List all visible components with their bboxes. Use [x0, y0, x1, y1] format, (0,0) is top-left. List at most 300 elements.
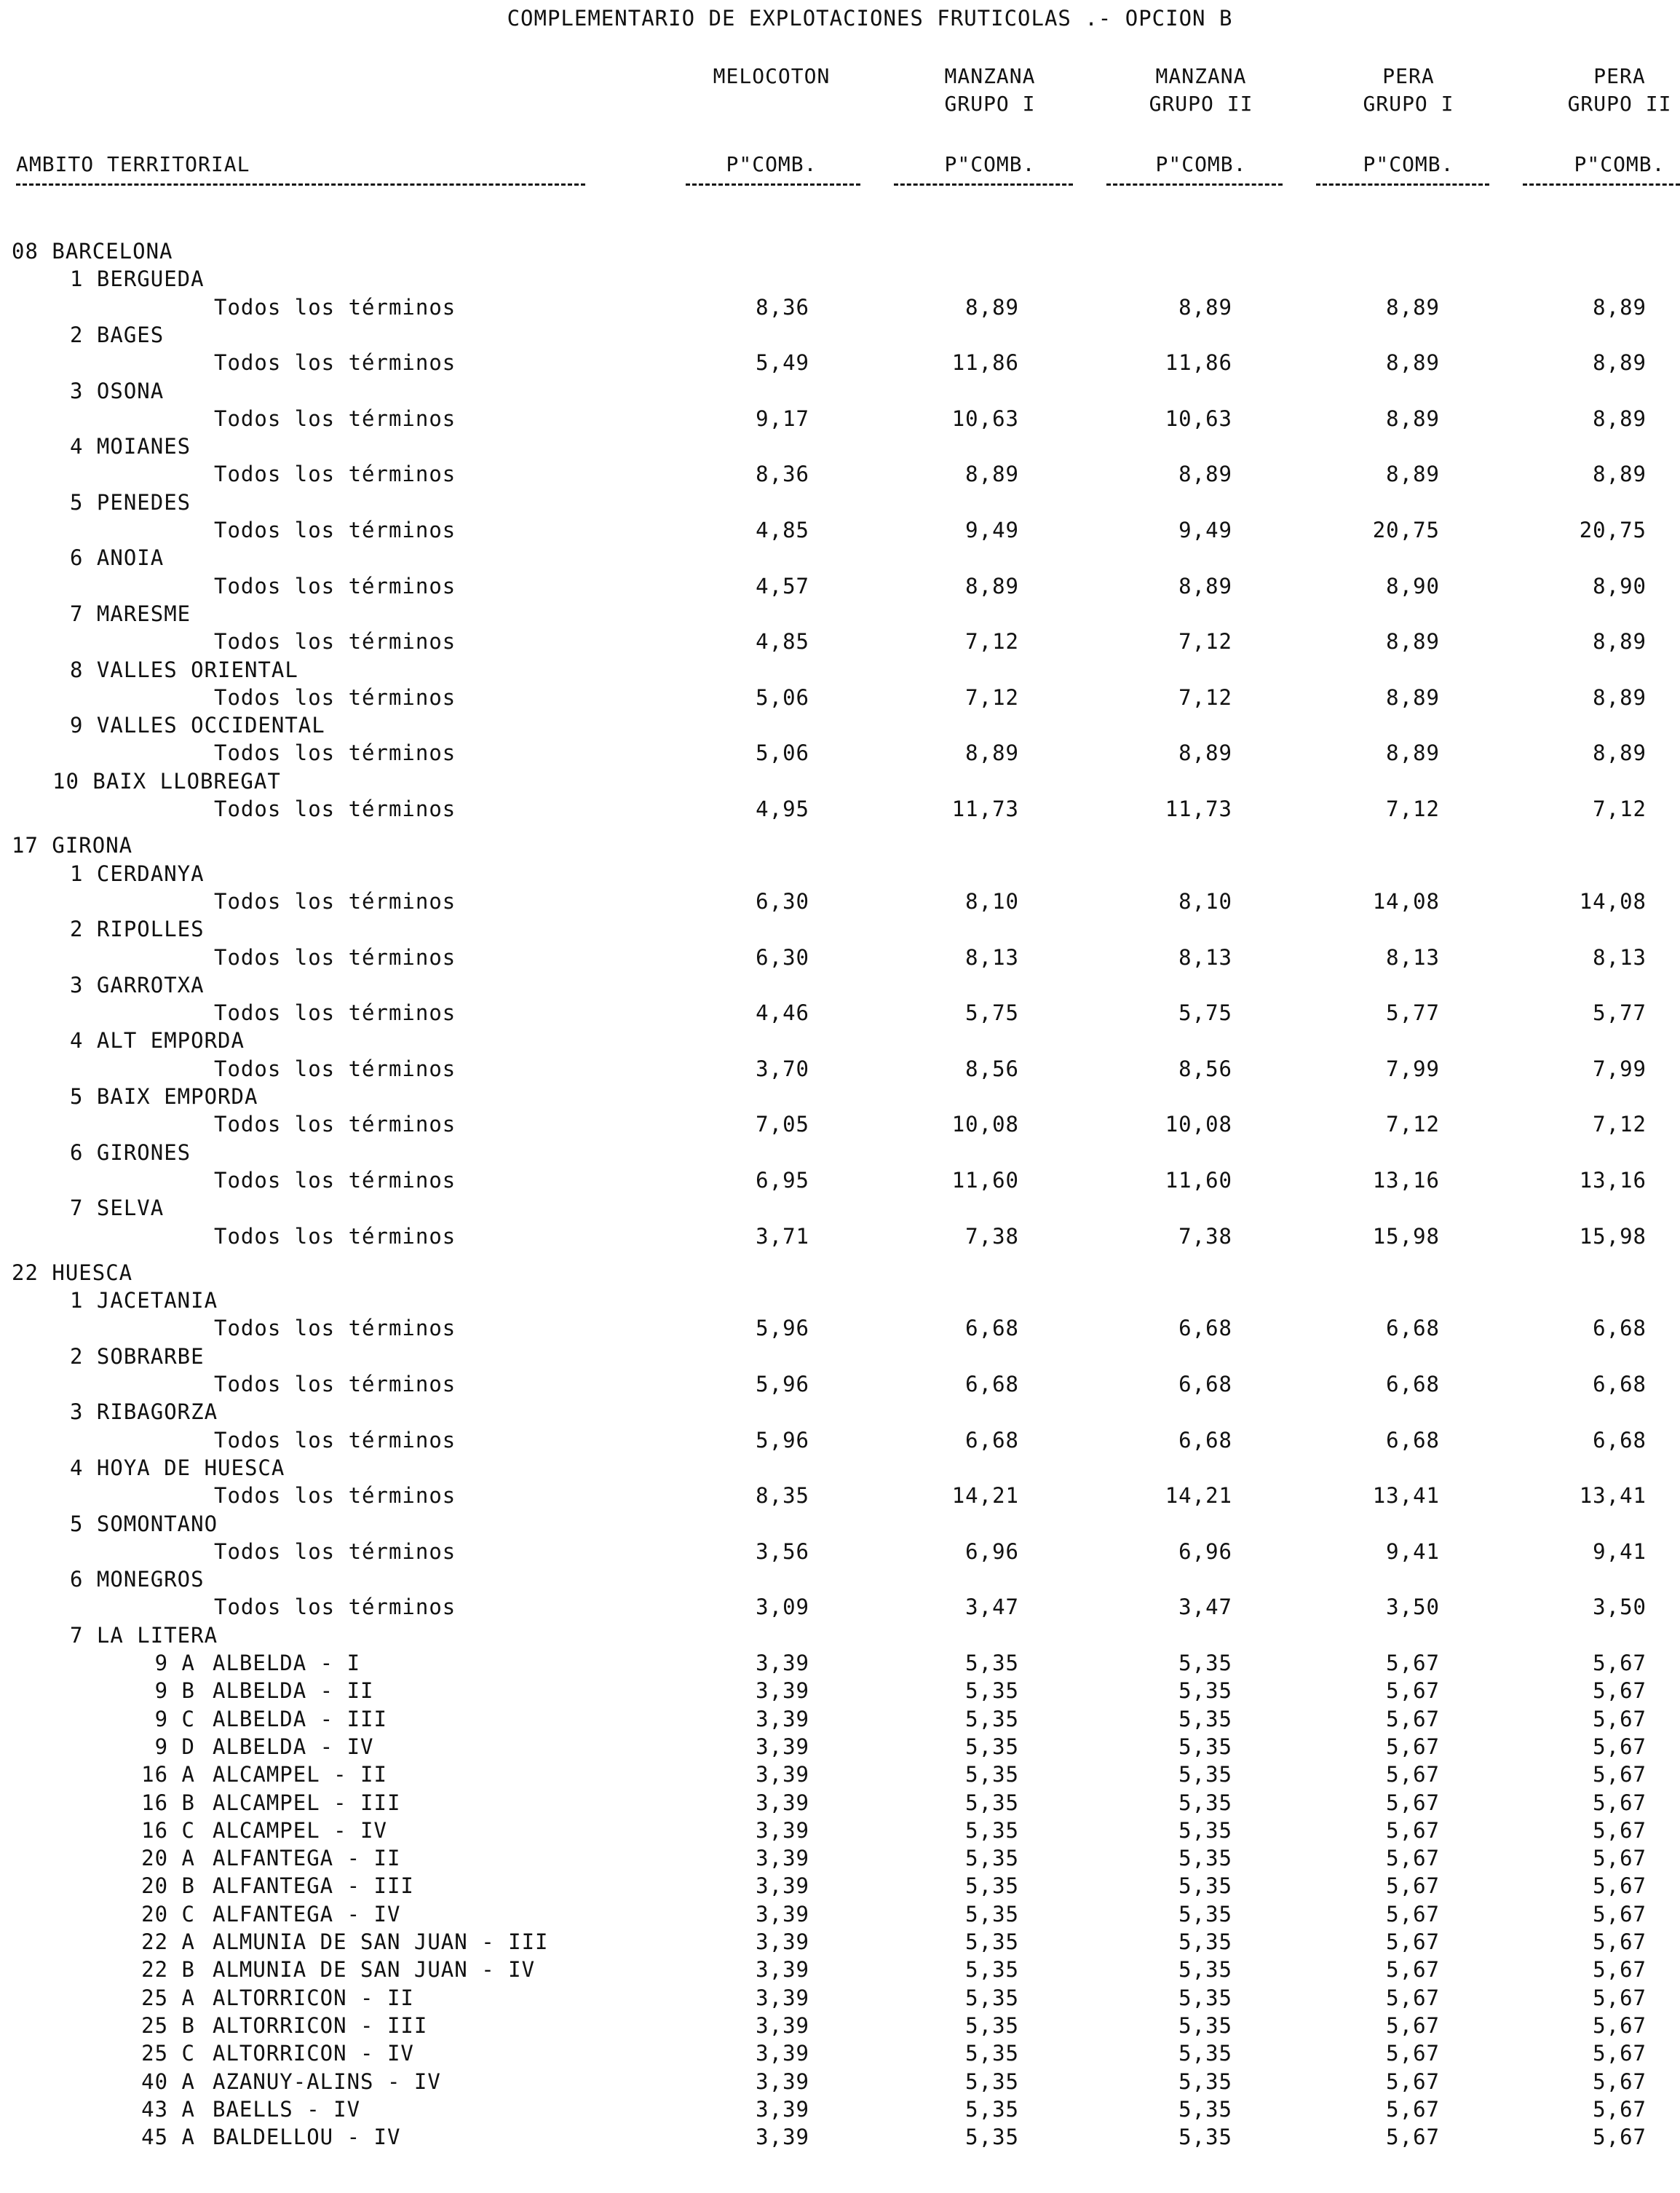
- value-cell: 6,68: [1178, 1316, 1232, 1341]
- comarca-label: 5 SOMONTANO: [70, 1511, 218, 1536]
- value-cell: 9,49: [965, 518, 1019, 542]
- municipality-label: ALBELDA - I: [213, 1651, 361, 1675]
- value-cell: 14,21: [1165, 1483, 1232, 1509]
- term-label: Todos los términos: [214, 629, 456, 655]
- term-label: Todos los términos: [214, 1223, 456, 1249]
- value-cell: 5,67: [1386, 1957, 1440, 1983]
- value-cell: 5,35: [965, 1929, 1019, 1954]
- value-cell: 10,08: [1165, 1112, 1232, 1137]
- value-cell: 3,70: [756, 1056, 809, 1081]
- province-label: 08 BARCELONA: [12, 239, 173, 264]
- value-cell: 5,67: [1593, 1651, 1647, 1675]
- value-cell: 8,89: [1386, 406, 1440, 431]
- municipality-code: 25 C: [141, 2041, 195, 2066]
- municipality-code: 45 A: [141, 2125, 195, 2150]
- value-cell: 8,89: [1178, 740, 1232, 766]
- value-cell: 5,67: [1593, 1678, 1647, 1704]
- value-cell: 8,89: [1178, 573, 1232, 598]
- value-cell: 5,67: [1593, 1706, 1647, 1731]
- municipality-label: ALMUNIA DE SAN JUAN - IV: [213, 1957, 536, 1983]
- value-cell: 5,35: [1178, 2012, 1232, 2038]
- value-cell: 3,39: [756, 1817, 809, 1843]
- term-label: Todos los términos: [214, 740, 456, 766]
- value-cell: 8,36: [756, 462, 809, 487]
- value-cell: 8,89: [1593, 684, 1647, 710]
- comarca-label: 2 RIPOLLES: [70, 917, 205, 942]
- municipality-code: 22 A: [141, 1929, 195, 1954]
- term-label: Todos los términos: [214, 944, 456, 970]
- value-cell: 8,90: [1593, 573, 1647, 598]
- value-cell: 8,89: [1386, 350, 1440, 376]
- value-cell: 5,67: [1593, 1985, 1647, 2010]
- municipality-label: ALBELDA - III: [213, 1706, 387, 1731]
- value-cell: 5,35: [965, 1901, 1019, 1927]
- value-cell: 5,96: [756, 1316, 809, 1341]
- municipality-label: ALFANTEGA - III: [213, 1873, 414, 1899]
- comarca-label: 7 MARESME: [70, 601, 191, 626]
- value-cell: 6,68: [1178, 1372, 1232, 1396]
- value-cell: 3,56: [756, 1538, 809, 1564]
- value-cell: 5,67: [1593, 1901, 1647, 1927]
- value-cell: 6,68: [1593, 1316, 1647, 1341]
- value-cell: 8,89: [965, 740, 1019, 766]
- municipality-label: ALBELDA - II: [213, 1678, 374, 1704]
- value-cell: 7,99: [1593, 1056, 1647, 1081]
- value-cell: 15,98: [1372, 1223, 1440, 1249]
- value-cell: 13,41: [1579, 1483, 1647, 1509]
- value-cell: 8,13: [1593, 944, 1647, 970]
- value-cell: 10,08: [951, 1112, 1019, 1137]
- value-cell: 6,68: [965, 1427, 1019, 1453]
- value-cell: 5,49: [756, 350, 809, 376]
- municipality-label: ALCAMPEL - II: [213, 1762, 387, 1787]
- value-cell: 5,06: [756, 684, 809, 710]
- value-cell: 3,39: [756, 1957, 809, 1983]
- value-cell: 6,95: [756, 1167, 809, 1193]
- municipality-code: 9 B: [154, 1678, 195, 1704]
- column-header-sub: P"COMB.: [1155, 152, 1247, 176]
- value-cell: 3,71: [756, 1223, 809, 1249]
- comarca-label: 4 HOYA DE HUESCA: [70, 1455, 285, 1480]
- value-cell: 5,35: [1178, 2125, 1232, 2150]
- comarca-label: 6 GIRONES: [70, 1139, 191, 1165]
- value-cell: 5,67: [1593, 1957, 1647, 1983]
- value-cell: 6,68: [1386, 1372, 1440, 1396]
- value-cell: 8,13: [1178, 944, 1232, 970]
- value-cell: 8,89: [965, 573, 1019, 598]
- value-cell: 8,89: [1386, 294, 1440, 320]
- value-cell: 3,47: [965, 1595, 1019, 1620]
- value-cell: 13,16: [1579, 1167, 1647, 1193]
- value-cell: 5,35: [965, 1706, 1019, 1731]
- municipality-label: ALCAMPEL - III: [213, 1790, 401, 1815]
- page-title: COMPLEMENTARIO DE EXPLOTACIONES FRUTICOLAS .- OPCION B: [507, 6, 1233, 31]
- term-label: Todos los términos: [214, 684, 456, 710]
- value-cell: 8,13: [1386, 944, 1440, 970]
- value-cell: 5,35: [965, 2012, 1019, 2038]
- value-cell: 5,35: [965, 1846, 1019, 1871]
- value-cell: 6,30: [756, 888, 809, 914]
- municipality-code: 22 B: [141, 1957, 195, 1983]
- column-underline: [686, 183, 860, 186]
- value-cell: 5,67: [1386, 1817, 1440, 1843]
- value-cell: 3,39: [756, 2125, 809, 2150]
- value-cell: 5,35: [965, 2125, 1019, 2150]
- comarca-label: 3 OSONA: [70, 378, 165, 403]
- value-cell: 5,67: [1386, 2012, 1440, 2038]
- ambito-underline: [16, 183, 585, 186]
- municipality-code: 43 A: [141, 2096, 195, 2122]
- value-cell: 5,67: [1593, 1734, 1647, 1759]
- value-cell: 5,35: [965, 1873, 1019, 1899]
- municipality-label: ALFANTEGA - II: [213, 1846, 401, 1871]
- column-header-line1: MELOCOTON: [713, 64, 831, 88]
- value-cell: 5,67: [1593, 2012, 1647, 2038]
- value-cell: 5,67: [1386, 1678, 1440, 1704]
- term-label: Todos los términos: [214, 518, 456, 542]
- value-cell: 5,35: [965, 2068, 1019, 2094]
- value-cell: 8,56: [1178, 1056, 1232, 1081]
- value-cell: 8,89: [965, 462, 1019, 487]
- value-cell: 5,67: [1386, 2096, 1440, 2122]
- value-cell: 3,39: [756, 1762, 809, 1787]
- value-cell: 5,67: [1386, 1901, 1440, 1927]
- value-cell: 14,08: [1372, 888, 1440, 914]
- value-cell: 4,85: [756, 518, 809, 542]
- value-cell: 7,12: [1386, 797, 1440, 821]
- comarca-label: 1 CERDANYA: [70, 861, 205, 886]
- value-cell: 3,39: [756, 2068, 809, 2094]
- municipality-label: BALDELLOU - IV: [213, 2125, 401, 2150]
- value-cell: 3,39: [756, 1734, 809, 1759]
- value-cell: 5,67: [1386, 1762, 1440, 1787]
- value-cell: 6,68: [965, 1372, 1019, 1396]
- value-cell: 5,35: [1178, 2096, 1232, 2122]
- value-cell: 5,67: [1386, 1651, 1440, 1675]
- municipality-label: ALBELDA - IV: [213, 1734, 374, 1759]
- value-cell: 11,73: [951, 797, 1019, 821]
- value-cell: 8,89: [1593, 406, 1647, 431]
- value-cell: 5,35: [1178, 1901, 1232, 1927]
- column-header-sub: P"COMB.: [726, 152, 817, 176]
- province-label: 22 HUESCA: [12, 1260, 133, 1285]
- municipality-label: AZANUY-ALINS - IV: [213, 2068, 441, 2094]
- value-cell: 6,96: [965, 1538, 1019, 1564]
- municipality-code: 16 B: [141, 1790, 195, 1815]
- value-cell: 8,89: [1593, 294, 1647, 320]
- value-cell: 5,35: [965, 2041, 1019, 2066]
- value-cell: 5,67: [1386, 2041, 1440, 2066]
- value-cell: 15,98: [1579, 1223, 1647, 1249]
- municipality-code: 16 A: [141, 1762, 195, 1787]
- value-cell: 3,39: [756, 2041, 809, 2066]
- municipality-label: ALTORRICON - III: [213, 2012, 428, 2038]
- value-cell: 8,36: [756, 294, 809, 320]
- term-label: Todos los términos: [214, 1538, 456, 1564]
- value-cell: 13,41: [1372, 1483, 1440, 1509]
- value-cell: 3,39: [756, 1901, 809, 1927]
- value-cell: 6,68: [1593, 1427, 1647, 1453]
- value-cell: 5,35: [1178, 1929, 1232, 1954]
- value-cell: 8,89: [1386, 629, 1440, 655]
- value-cell: 20,75: [1372, 518, 1440, 542]
- value-cell: 5,96: [756, 1427, 809, 1453]
- column-underline: [1106, 183, 1283, 186]
- municipality-code: 40 A: [141, 2068, 195, 2094]
- value-cell: 3,50: [1386, 1595, 1440, 1620]
- value-cell: 5,77: [1593, 1000, 1647, 1026]
- value-cell: 5,35: [1178, 1762, 1232, 1787]
- value-cell: 8,89: [1593, 740, 1647, 766]
- value-cell: 3,39: [756, 2096, 809, 2122]
- value-cell: 8,89: [965, 294, 1019, 320]
- value-cell: 7,12: [965, 684, 1019, 710]
- value-cell: 3,39: [756, 1873, 809, 1899]
- value-cell: 8,89: [1178, 294, 1232, 320]
- value-cell: 7,12: [1178, 684, 1232, 710]
- column-header-line2: GRUPO II: [1149, 92, 1253, 116]
- comarca-label: 4 MOIANES: [70, 434, 191, 459]
- municipality-code: 20 A: [141, 1846, 195, 1871]
- term-label: Todos los términos: [214, 1316, 456, 1341]
- comarca-label: 8 VALLES ORIENTAL: [70, 657, 298, 682]
- value-cell: 8,10: [1178, 888, 1232, 914]
- value-cell: 5,67: [1593, 2125, 1647, 2150]
- comarca-label: 1 JACETANIA: [70, 1288, 218, 1313]
- term-label: Todos los términos: [214, 1112, 456, 1137]
- value-cell: 5,67: [1386, 2125, 1440, 2150]
- value-cell: 5,06: [756, 740, 809, 766]
- value-cell: 3,39: [756, 2012, 809, 2038]
- municipality-code: 9 C: [154, 1706, 195, 1731]
- comarca-label: 1 BERGUEDA: [70, 266, 205, 292]
- value-cell: 5,35: [1178, 1651, 1232, 1675]
- comarca-label: 5 BAIX EMPORDA: [70, 1084, 258, 1109]
- value-cell: 5,67: [1386, 1929, 1440, 1954]
- comarca-label: 7 LA LITERA: [70, 1622, 218, 1648]
- value-cell: 14,08: [1579, 888, 1647, 914]
- term-label: Todos los términos: [214, 1372, 456, 1396]
- value-cell: 5,67: [1386, 2068, 1440, 2094]
- value-cell: 5,67: [1593, 1762, 1647, 1787]
- value-cell: 5,35: [965, 1985, 1019, 2010]
- value-cell: 4,57: [756, 573, 809, 598]
- value-cell: 11,73: [1165, 797, 1232, 821]
- municipality-code: 25 B: [141, 2012, 195, 2038]
- value-cell: 8,10: [965, 888, 1019, 914]
- value-cell: 14,21: [951, 1483, 1019, 1509]
- value-cell: 5,67: [1386, 1985, 1440, 2010]
- municipality-label: ALCAMPEL - IV: [213, 1817, 387, 1843]
- value-cell: 3,09: [756, 1595, 809, 1620]
- value-cell: 6,68: [1593, 1372, 1647, 1396]
- value-cell: 3,39: [756, 1790, 809, 1815]
- value-cell: 5,67: [1593, 2096, 1647, 2122]
- column-header-sub: P"COMB.: [1363, 152, 1454, 176]
- column-header-sub: P"COMB.: [944, 152, 1036, 176]
- value-cell: 6,96: [1178, 1538, 1232, 1564]
- value-cell: 6,30: [756, 944, 809, 970]
- value-cell: 5,35: [965, 1762, 1019, 1787]
- value-cell: 3,39: [756, 1678, 809, 1704]
- value-cell: 9,49: [1178, 518, 1232, 542]
- value-cell: 10,63: [1165, 406, 1232, 431]
- value-cell: 5,35: [1178, 1873, 1232, 1899]
- municipality-code: 25 A: [141, 1985, 195, 2010]
- value-cell: 8,89: [1593, 350, 1647, 376]
- value-cell: 20,75: [1579, 518, 1647, 542]
- column-underline: [1523, 183, 1680, 186]
- comarca-label: 4 ALT EMPORDA: [70, 1028, 245, 1054]
- value-cell: 5,67: [1593, 2041, 1647, 2066]
- value-cell: 5,35: [965, 1734, 1019, 1759]
- value-cell: 7,12: [1178, 629, 1232, 655]
- term-label: Todos los términos: [214, 1483, 456, 1509]
- value-cell: 5,35: [965, 1651, 1019, 1675]
- value-cell: 5,35: [1178, 2041, 1232, 2066]
- column-underline: [894, 183, 1073, 186]
- value-cell: 5,67: [1386, 1790, 1440, 1815]
- value-cell: 5,67: [1386, 1706, 1440, 1731]
- term-label: Todos los términos: [214, 350, 456, 376]
- value-cell: 3,39: [756, 1985, 809, 2010]
- comarca-label: 2 BAGES: [70, 322, 165, 347]
- value-cell: 7,12: [1386, 1112, 1440, 1137]
- municipality-label: ALFANTEGA - IV: [213, 1901, 401, 1927]
- value-cell: 5,67: [1386, 1873, 1440, 1899]
- value-cell: 7,38: [1178, 1223, 1232, 1249]
- value-cell: 11,60: [951, 1167, 1019, 1193]
- column-header-line1: MANZANA: [1155, 64, 1247, 88]
- term-label: Todos los términos: [214, 294, 456, 320]
- column-header-line1: PERA: [1382, 64, 1435, 88]
- municipality-code: 20 C: [141, 1901, 195, 1927]
- comarca-label: 7 SELVA: [70, 1196, 165, 1221]
- value-cell: 5,67: [1593, 1846, 1647, 1871]
- term-label: Todos los términos: [214, 462, 456, 487]
- comarca-label: 2 SOBRARBE: [70, 1343, 205, 1369]
- value-cell: 5,35: [965, 2096, 1019, 2122]
- municipality-label: ALMUNIA DE SAN JUAN - III: [213, 1929, 549, 1954]
- value-cell: 5,67: [1593, 1873, 1647, 1899]
- municipality-code: 9 D: [154, 1734, 195, 1759]
- value-cell: 5,67: [1386, 1734, 1440, 1759]
- comarca-label: 6 ANOIA: [70, 545, 165, 571]
- value-cell: 5,35: [1178, 1706, 1232, 1731]
- value-cell: 6,68: [1386, 1427, 1440, 1453]
- value-cell: 6,68: [1178, 1427, 1232, 1453]
- value-cell: 5,67: [1593, 1790, 1647, 1815]
- value-cell: 11,86: [951, 350, 1019, 376]
- value-cell: 7,99: [1386, 1056, 1440, 1081]
- value-cell: 8,56: [965, 1056, 1019, 1081]
- term-label: Todos los términos: [214, 573, 456, 598]
- value-cell: 5,35: [1178, 2068, 1232, 2094]
- term-label: Todos los términos: [214, 888, 456, 914]
- term-label: Todos los términos: [214, 1056, 456, 1081]
- value-cell: 5,67: [1593, 1817, 1647, 1843]
- value-cell: 8,89: [1386, 462, 1440, 487]
- value-cell: 4,46: [756, 1000, 809, 1026]
- value-cell: 3,39: [756, 1651, 809, 1675]
- value-cell: 7,12: [1593, 797, 1647, 821]
- term-label: Todos los términos: [214, 1167, 456, 1193]
- comarca-label: 9 VALLES OCCIDENTAL: [70, 713, 325, 738]
- value-cell: 10,63: [951, 406, 1019, 431]
- value-cell: 5,35: [965, 1790, 1019, 1815]
- value-cell: 5,35: [1178, 1734, 1232, 1759]
- value-cell: 6,68: [965, 1316, 1019, 1341]
- column-header-line1: PERA: [1593, 64, 1646, 88]
- value-cell: 5,35: [1178, 1817, 1232, 1843]
- value-cell: 5,35: [965, 1678, 1019, 1704]
- column-header-sub: P"COMB.: [1574, 152, 1665, 176]
- value-cell: 8,89: [1178, 462, 1232, 487]
- value-cell: 5,67: [1386, 1846, 1440, 1871]
- value-cell: 5,77: [1386, 1000, 1440, 1026]
- municipality-code: 16 C: [141, 1817, 195, 1843]
- term-label: Todos los términos: [214, 1595, 456, 1620]
- value-cell: 9,17: [756, 406, 809, 431]
- value-cell: 8,89: [1386, 684, 1440, 710]
- value-cell: 11,86: [1165, 350, 1232, 376]
- comarca-label: 3 RIBAGORZA: [70, 1399, 218, 1425]
- value-cell: 5,67: [1593, 2068, 1647, 2094]
- value-cell: 5,75: [1178, 1000, 1232, 1026]
- value-cell: 4,85: [756, 629, 809, 655]
- municipality-code: 9 A: [154, 1651, 195, 1675]
- value-cell: 5,35: [1178, 1678, 1232, 1704]
- value-cell: 7,05: [756, 1112, 809, 1137]
- value-cell: 5,35: [965, 1957, 1019, 1983]
- municipality-label: ALTORRICON - IV: [213, 2041, 414, 2066]
- municipality-label: BAELLS - IV: [213, 2096, 361, 2122]
- value-cell: 3,39: [756, 1846, 809, 1871]
- value-cell: 5,35: [1178, 1985, 1232, 2010]
- value-cell: 8,89: [1386, 740, 1440, 766]
- province-label: 17 GIRONA: [12, 833, 133, 858]
- value-cell: 13,16: [1372, 1167, 1440, 1193]
- value-cell: 3,47: [1178, 1595, 1232, 1620]
- value-cell: 8,89: [1593, 629, 1647, 655]
- column-header-line2: GRUPO I: [944, 92, 1036, 116]
- value-cell: 5,35: [965, 1817, 1019, 1843]
- comarca-label: 10 BAIX LLOBREGAT: [52, 768, 281, 794]
- value-cell: 11,60: [1165, 1167, 1232, 1193]
- value-cell: 3,50: [1593, 1595, 1647, 1620]
- value-cell: 9,41: [1593, 1538, 1647, 1564]
- value-cell: 5,35: [1178, 1846, 1232, 1871]
- ambito-header: AMBITO TERRITORIAL: [16, 152, 250, 176]
- term-label: Todos los términos: [214, 1000, 456, 1026]
- value-cell: 7,12: [1593, 1112, 1647, 1137]
- term-label: Todos los términos: [214, 406, 456, 431]
- value-cell: 5,67: [1593, 1929, 1647, 1954]
- column-header-line2: GRUPO II: [1567, 92, 1672, 116]
- municipality-label: ALTORRICON - II: [213, 1985, 414, 2010]
- value-cell: 7,12: [965, 629, 1019, 655]
- value-cell: 3,39: [756, 1706, 809, 1731]
- value-cell: 4,95: [756, 797, 809, 821]
- value-cell: 8,35: [756, 1483, 809, 1509]
- value-cell: 5,75: [965, 1000, 1019, 1026]
- value-cell: 3,39: [756, 1929, 809, 1954]
- municipality-code: 20 B: [141, 1873, 195, 1899]
- value-cell: 8,13: [965, 944, 1019, 970]
- value-cell: 5,35: [1178, 1790, 1232, 1815]
- value-cell: 8,89: [1593, 462, 1647, 487]
- column-header-line2: GRUPO I: [1363, 92, 1454, 116]
